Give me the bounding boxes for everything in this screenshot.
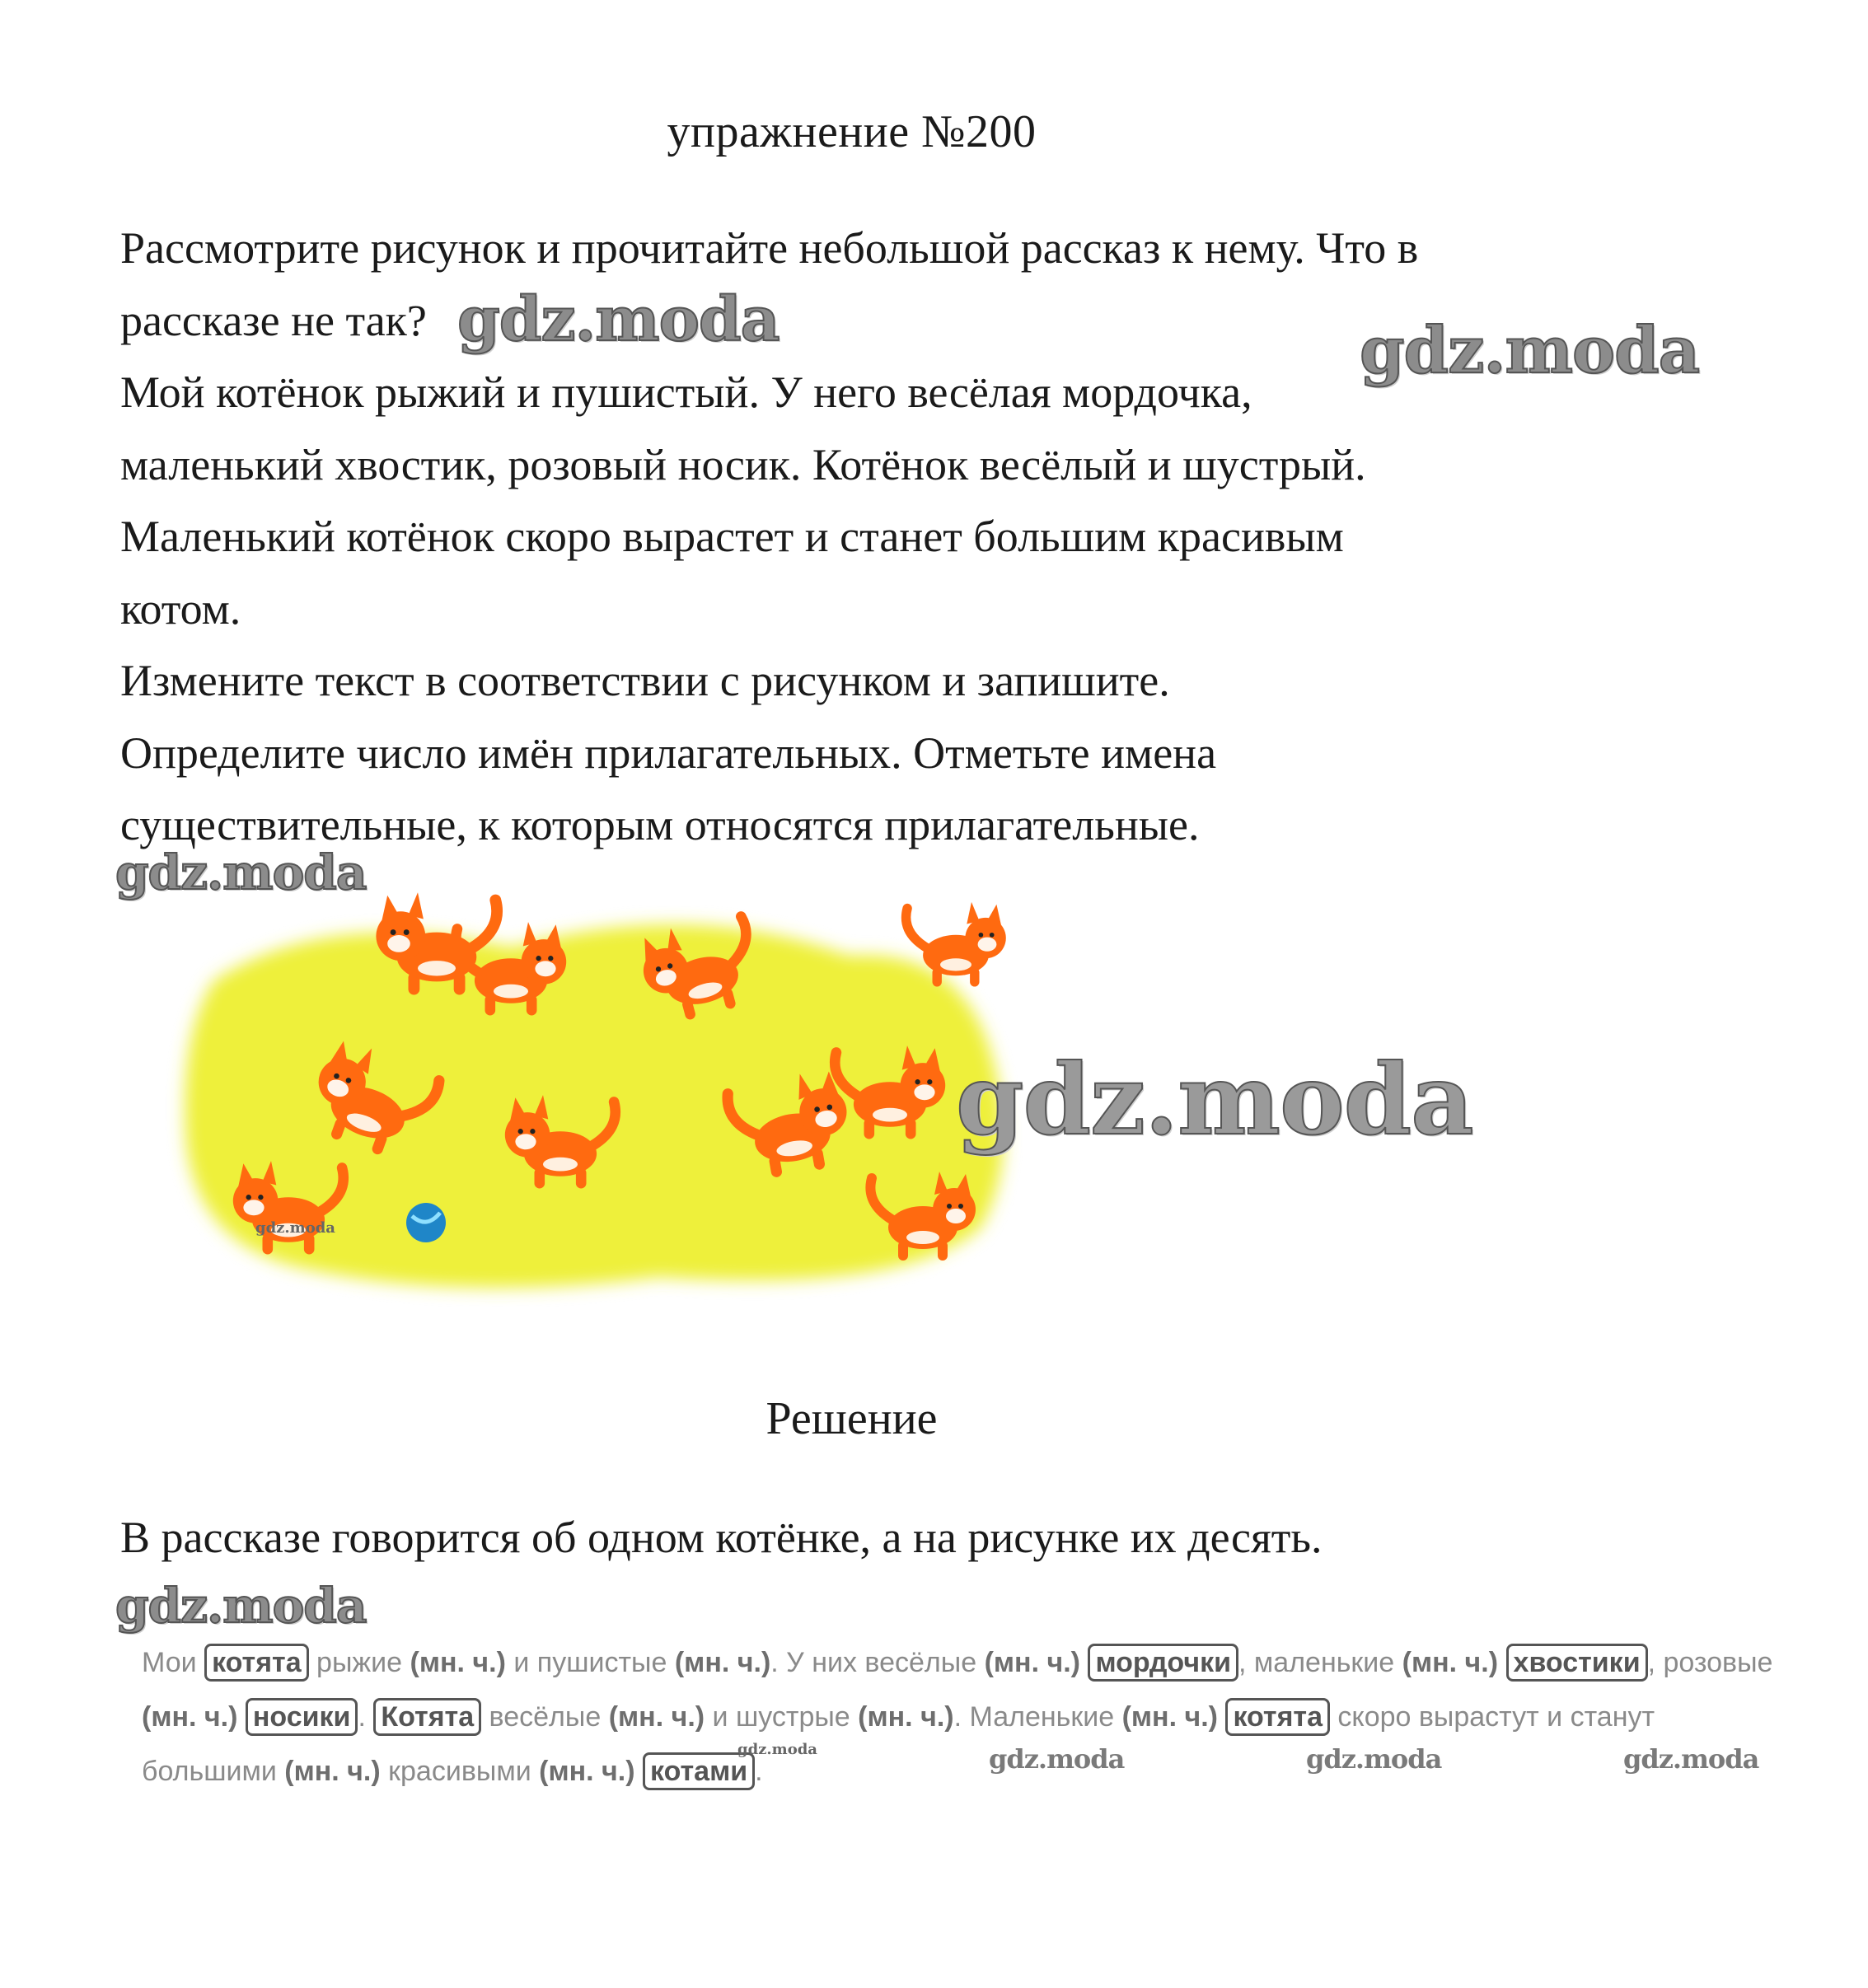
task-line: котом. (120, 583, 241, 634)
text-run: . Маленькие (953, 1701, 1122, 1733)
task-line: Рассмотрите рисунок и прочитайте небольшой рассказ к нему. Что в (120, 223, 1419, 273)
text-run: и пушистые (505, 1647, 675, 1678)
watermark: gdz.moda (956, 1042, 1473, 1157)
text-run: большими (142, 1756, 285, 1787)
task-text (120, 213, 1686, 862)
number-tag: (мн. ч.) (142, 1701, 238, 1733)
watermark: gdz.moda (115, 844, 367, 900)
number-tag: (мн. ч.) (984, 1647, 1080, 1678)
text-run (237, 1701, 245, 1733)
task-line: Маленький котёнок скоро вырастет и станет большим красивым (120, 512, 1344, 561)
number-tag: (мн. ч.) (674, 1647, 771, 1678)
exercise-title: упражнение №200 (667, 106, 1037, 157)
rewritten-line (142, 1635, 1868, 1690)
noun-box: котята (1225, 1698, 1330, 1736)
task-line: Мой котёнок рыжий и пушистый. У него весёлая мордочка, (120, 367, 1252, 417)
text-run (1080, 1647, 1088, 1678)
watermark: gdz.moda (1306, 1743, 1442, 1775)
text-run (1498, 1647, 1505, 1678)
watermark: gdz.moda (457, 284, 780, 355)
number-tag: (мн. ч.) (1402, 1647, 1499, 1678)
text-run: и шустрые (705, 1701, 859, 1733)
text-run: , маленькие (1238, 1647, 1402, 1678)
noun-box: котята (204, 1644, 309, 1682)
text-run: . (755, 1756, 763, 1787)
number-tag: (мн. ч.) (539, 1756, 635, 1787)
text-run (1218, 1701, 1225, 1733)
text-run: рыжие (308, 1647, 410, 1678)
watermark: gdz.moda (1360, 313, 1700, 388)
text-run: красивыми (380, 1756, 540, 1787)
task-line: Определите число имён прилагательных. Отметьте имена (120, 727, 1217, 778)
noun-box: котами (643, 1752, 755, 1790)
watermark: gdz.moda (115, 1578, 367, 1634)
watermark: gdz.moda (737, 1741, 817, 1758)
text-run: Мои (142, 1647, 205, 1678)
text-run: весёлые (481, 1701, 609, 1733)
task-line: маленький хвостик, розовый носик. Котёнок весёлый и шустрый. (120, 439, 1366, 489)
solution-answer: В рассказе говорится об одном котёнке, а на рисунке их десять. (120, 1513, 1323, 1562)
number-tag: (мн. ч.) (284, 1756, 381, 1787)
text-run: . У них весёлые (770, 1647, 985, 1678)
task-line: существительные, к которым относятся прилагательные. (120, 800, 1200, 849)
watermark: gdz.moda (255, 1219, 335, 1237)
noun-box: мордочки (1088, 1644, 1238, 1682)
noun-box: хвостики (1506, 1644, 1648, 1682)
number-tag: (мн. ч.) (858, 1701, 954, 1733)
kittens-illustration (165, 857, 1071, 1318)
watermark: gdz.moda (989, 1743, 1125, 1775)
task-line: рассказе не так? (120, 295, 427, 345)
noun-box: Котята (373, 1698, 481, 1736)
number-tag: (мн. ч.) (410, 1647, 506, 1678)
text-run: , розовые (1647, 1647, 1773, 1678)
number-tag: (мн. ч.) (608, 1701, 705, 1733)
number-tag: (мн. ч.) (1121, 1701, 1218, 1733)
noun-box: носики (246, 1698, 358, 1736)
task-line: Измените текст в соответствии с рисунком и запишите. (120, 656, 1170, 705)
solution-title: Решение (765, 1393, 938, 1444)
text-run (635, 1756, 643, 1787)
rewritten-line (142, 1690, 1868, 1744)
text-run: . (358, 1701, 374, 1733)
text-run: скоро вырастут и станут (1329, 1701, 1655, 1733)
watermark: gdz.moda (1623, 1743, 1759, 1775)
